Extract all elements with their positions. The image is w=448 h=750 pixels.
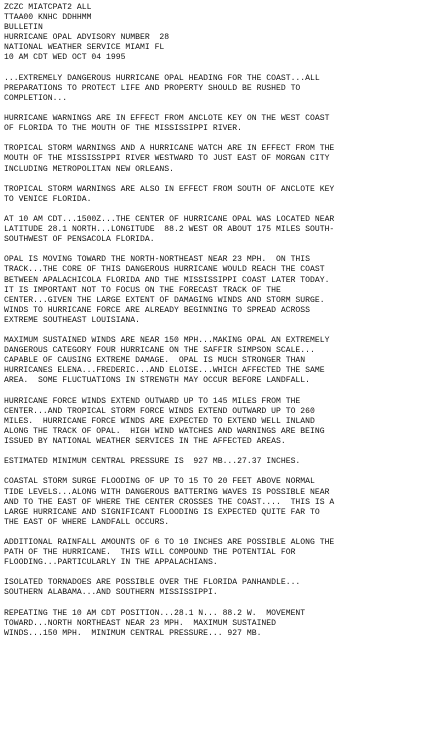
paragraph-line: TOWARD...NORTH NORTHEAST NEAR 23 MPH. MAXIMUM SUSTAINED [4, 618, 276, 628]
bulletin-header [4, 3, 448, 64]
paragraph-line: OF FLORIDA TO THE MOUTH OF THE MISSISSIPPI RIVER. [4, 124, 242, 134]
paragraph-line: COMPLETION... [4, 93, 68, 103]
paragraph-line: AREA. SOME FLUCTUATIONS IN STRENGTH MAY OCCUR BEFORE LANDFALL. [4, 376, 310, 386]
advisory-paragraph [4, 144, 448, 174]
paragraph-line: EXTREME SOUTHEAST LOUISIANA. [4, 315, 140, 325]
advisory-paragraph [4, 477, 448, 527]
paragraph-line: MILES. HURRICANE FORCE WINDS ARE EXPECTED TO EXTEND WELL INLAND [4, 416, 315, 426]
paragraph-line: THE EAST OF WHERE LANDFALL OCCURS. [4, 517, 170, 527]
paragraph-line: ESTIMATED MINIMUM CENTRAL PRESSURE IS 927 MB...27.37 INCHES. [4, 457, 301, 467]
paragraph-line: ISOLATED TORNADOES ARE POSSIBLE OVER THE FLORIDA PANHANDLE... [4, 578, 301, 588]
paragraph-line: TO VENICE FLORIDA. [4, 194, 92, 204]
issuing-office-line: NATIONAL WEATHER SERVICE MIAMI FL [4, 43, 165, 53]
paragraph-line: HURRICANE WARNINGS ARE IN EFFECT FROM ANCLOTE KEY ON THE WEST COAST [4, 114, 330, 124]
paragraph-line: TROPICAL STORM WARNINGS AND A HURRICANE WATCH ARE IN EFFECT FROM THE [4, 144, 335, 154]
paragraph-line: WINDS TO HURRICANE FORCE ARE ALREADY BEGINNING TO SPREAD ACROSS [4, 305, 310, 315]
paragraph-line: ADDITIONAL RAINFALL AMOUNTS OF 6 TO 10 INCHES ARE POSSIBLE ALONG THE [4, 537, 335, 547]
paragraph-line: PATH OF THE HURRICANE. THIS WILL COMPOUND THE POTENTIAL FOR [4, 548, 296, 558]
paragraph-line: FLOODING...PARTICULARLY IN THE APPALACHIANS. [4, 558, 218, 568]
paragraph-line: CAPABLE OF CAUSING EXTREME DAMAGE. OPAL IS MUCH STRONGER THAN [4, 356, 306, 366]
advisory-paragraph [4, 185, 448, 205]
bulletin-line: BULLETIN [4, 23, 43, 33]
paragraph-line: TRACK...THE CORE OF THIS DANGEROUS HURRICANE WOULD REACH THE COAST [4, 265, 325, 275]
paragraph-line: SOUTHERN ALABAMA...AND SOUTHERN MISSISSIPPI. [4, 588, 218, 598]
paragraph-line: CENTER...AND TROPICAL STORM FORCE WINDS EXTEND OUTWARD UP TO 260 [4, 406, 315, 416]
paragraph-line: IT IS IMPORTANT NOT TO FOCUS ON THE FORECAST TRACK OF THE [4, 285, 281, 295]
paragraph-line: PREPARATIONS TO PROTECT LIFE AND PROPERTY SHOULD BE RUSHED TO [4, 83, 301, 93]
advisory-paragraph [4, 609, 448, 639]
transmission-code-line: ZCZC MIATCPAT2 ALL [4, 3, 92, 12]
advisory-paragraph [4, 255, 448, 326]
paragraph-line: AND TO THE EAST OF WHERE THE CENTER CROSSES THE COAST.... THIS IS A [4, 497, 335, 507]
advisory-paragraph [4, 578, 448, 598]
paragraph-line: MOUTH OF THE MISSISSIPPI RIVER WESTWARD TO JUST EAST OF MORGAN CITY [4, 154, 330, 164]
advisory-paragraph [4, 114, 448, 134]
advisory-paragraph [4, 215, 448, 245]
paragraph-line: HURRICANES ELENA...FREDERIC...AND ELOISE...WHICH AFFECTED THE SAME [4, 366, 325, 376]
paragraph-line: COASTAL STORM SURGE FLOODING OF UP TO 15 TO 20 FEET ABOVE NORMAL [4, 477, 315, 487]
paragraph-line: BETWEEN APALACHICOLA FLORIDA AND THE MISSISSIPPI COAST LATER TODAY. [4, 275, 330, 285]
issue-time-line: 10 AM CDT WED OCT 04 1995 [4, 53, 126, 63]
advisory-paragraph [4, 457, 448, 467]
advisory-paragraph [4, 397, 448, 447]
paragraph-line: ...EXTREMELY DANGEROUS HURRICANE OPAL HEADING FOR THE COAST...ALL [4, 73, 320, 83]
advisory-paragraph [4, 336, 448, 386]
paragraph-line: LARGE HURRICANE AND SIGNIFICANT FLOODING IS EXPECTED QUITE FAR TO [4, 507, 320, 517]
paragraph-line: AT 10 AM CDT...1500Z...THE CENTER OF HURRICANE OPAL WAS LOCATED NEAR [4, 214, 335, 224]
paragraph-line: MAXIMUM SUSTAINED WINDS ARE NEAR 150 MPH...MAKING OPAL AN EXTREMELY [4, 336, 330, 346]
paragraph-line: INCLUDING METROPOLITAN NEW ORLEANS. [4, 164, 174, 174]
paragraph-line: WINDS...150 MPH. MINIMUM CENTRAL PRESSURE... 927 MB. [4, 628, 262, 638]
paragraph-line: ISSUED BY NATIONAL WEATHER SERVICES IN THE AFFECTED AREAS. [4, 437, 286, 447]
paragraph-line: SOUTHWEST OF PENSACOLA FLORIDA. [4, 235, 155, 245]
paragraph-line: REPEATING THE 10 AM CDT POSITION...28.1 N... 88.2 W. MOVEMENT [4, 608, 306, 618]
advisory-paragraph [4, 74, 448, 104]
paragraph-line: DANGEROUS CATEGORY FOUR HURRICANE ON THE SAFFIR SIMPSON SCALE... [4, 346, 315, 356]
paragraph-line: CENTER...GIVEN THE LARGE EXTENT OF DAMAGING WINDS AND STORM SURGE. [4, 295, 325, 305]
paragraph-line: HURRICANE FORCE WINDS EXTEND OUTWARD UP TO 145 MILES FROM THE [4, 396, 301, 406]
paragraph-line: LATITUDE 28.1 NORTH...LONGITUDE 88.2 WEST OR ABOUT 175 MILES SOUTH- [4, 225, 335, 235]
paragraph-line: OPAL IS MOVING TOWARD THE NORTH-NORTHEAST NEAR 23 MPH. ON THIS [4, 255, 310, 265]
advisory-body [4, 74, 448, 639]
paragraph-line: ALONG THE TRACK OF OPAL. HIGH WIND WATCHES AND WARNINGS ARE BEING [4, 426, 325, 436]
advisory-title-line: HURRICANE OPAL ADVISORY NUMBER 28 [4, 33, 170, 43]
wmo-header-line: TTAA00 KNHC DDHHMM [4, 13, 92, 23]
advisory-paragraph [4, 538, 448, 568]
paragraph-line: TIDE LEVELS...ALONG WITH DANGEROUS BATTERING WAVES IS POSSIBLE NEAR [4, 487, 330, 497]
paragraph-line: TROPICAL STORM WARNINGS ARE ALSO IN EFFECT FROM SOUTH OF ANCLOTE KEY [4, 184, 335, 194]
